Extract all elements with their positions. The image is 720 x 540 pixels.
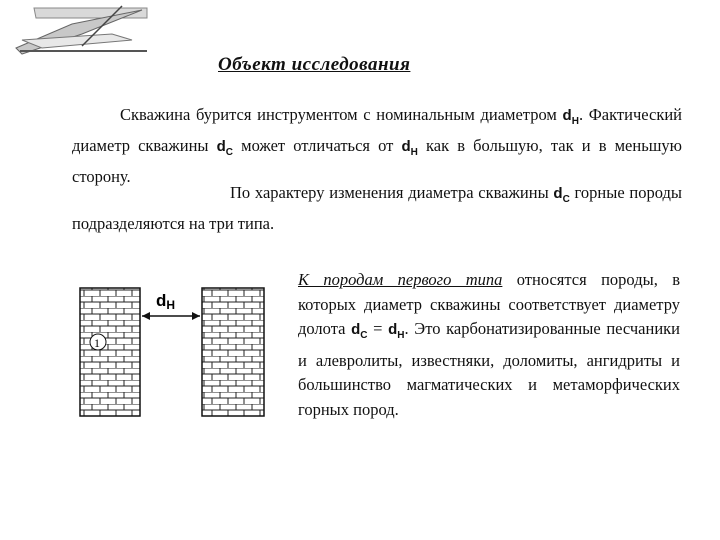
symbol-dc-2: $d_C$: [553, 185, 570, 205]
dimension-arrow-right: [192, 312, 200, 320]
p1-text-d: как в большую, так и в меньшую сторону.: [72, 136, 683, 186]
p3-text-a: относятся породы, в которых диаметр скважины соответствует диаметру долота: [298, 270, 680, 338]
p1-text-b: . Фактический диаметр скважины: [72, 105, 683, 155]
p3-eq: =: [367, 319, 389, 338]
type-marker-number: 1: [94, 336, 100, 350]
symbol-dc: $d_C$: [216, 138, 234, 158]
paragraph-nominal-diameter: [72, 103, 682, 189]
p3-text-b: . Это карбонатизированные песчаники и алевролиты, известняки, доломиты, ангидриты и большинство магматических и метаморфических горных пород.: [298, 319, 681, 419]
symbol-dc-3: $d_C$: [351, 321, 368, 341]
dim-label-dn: dH: [156, 291, 176, 312]
p1-text-a: Скважина бурится инструментом с номинальным диаметром: [120, 105, 563, 124]
p2-text-a: По характеру изменения диаметра скважины: [230, 183, 554, 202]
right-rock-wall: [202, 288, 264, 416]
p1-text-c: может отличаться от: [233, 136, 402, 155]
borehole-diagram: [72, 272, 272, 422]
symbol-dn-2: $d_H$: [401, 138, 418, 158]
symbol-dn-3: $d_H$: [388, 321, 405, 341]
first-type-lead: К породам первого типа: [298, 270, 503, 289]
paragraph-first-type: [298, 268, 680, 422]
p2-text-b: горные породы подразделяются на три типа.: [72, 183, 682, 233]
page-title: Объект исследования: [218, 54, 411, 75]
corner-logo-graphic: [12, 4, 152, 56]
symbol-dn: $d_H$: [562, 107, 579, 127]
left-rock-wall: [80, 288, 140, 416]
dimension-arrow-left: [142, 312, 150, 320]
paragraph-classification: [72, 181, 682, 236]
logo-wing: [22, 34, 132, 48]
